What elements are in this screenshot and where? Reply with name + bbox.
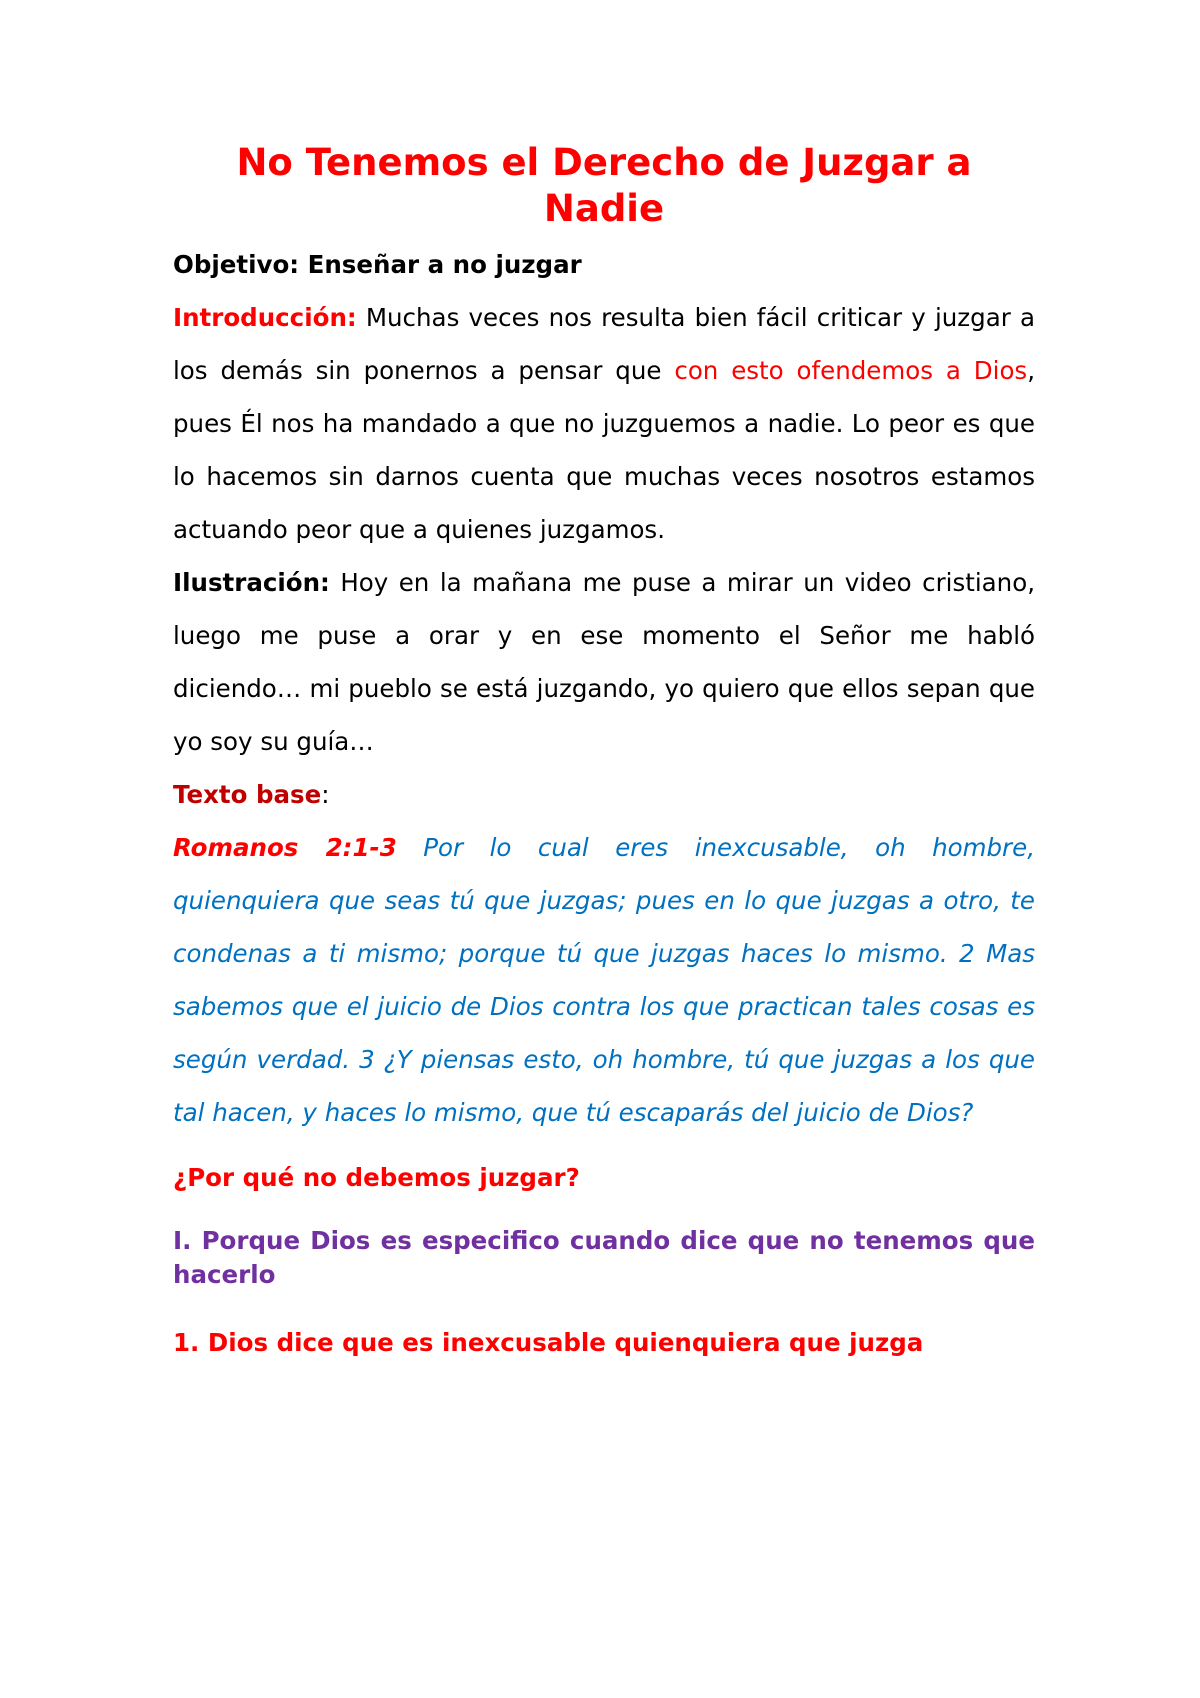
illustration-paragraph [173, 556, 1035, 768]
base-text-label: Texto base [173, 780, 322, 809]
objective-line: Objetivo: Enseñar a no juzgar [173, 250, 582, 279]
section-question: ¿Por qué no debemos juzgar? [173, 1163, 580, 1192]
scripture-quote [173, 821, 1035, 1139]
introduction-text-after: , pues Él nos ha mandado a que no juzguemos a nadie. Lo peor es que lo hacemos sin darnos cuenta que muchas veces nosotros estamos actuando peor que a quienes juzgamos. [173, 356, 1035, 544]
point-heading-1: I. Porque Dios es especifico cuando dice que no tenemos que hacerlo [173, 1226, 1035, 1289]
subpoint-heading-1: 1. Dios dice que es inexcusable quienquiera que juzga [173, 1328, 924, 1357]
document-page [173, 140, 1035, 1369]
illustration-text: Hoy en la mañana me puse a mirar un video cristiano, luego me puse a orar y en ese momento el Señor me habló diciendo… mi pueblo se está juzgando, yo quiero que ellos sepan que yo soy su guía… [173, 568, 1035, 756]
illustration-label: Ilustración: [173, 568, 330, 597]
scripture-reference: Romanos 2:1-3 [173, 833, 397, 862]
introduction-paragraph [173, 291, 1035, 556]
base-text-colon: : [321, 780, 330, 809]
document-title: No Tenemos el Derecho de Juzgar a Nadie [236, 141, 972, 230]
base-text-heading [173, 768, 1035, 821]
scripture-text: Por lo cual eres inexcusable, oh hombre, quienquiera que seas tú que juzgas; pues en lo que juzgas a otro, te condenas a ti mismo; porque tú que juzgas haces lo mismo. 2 Mas sabemos que el juicio de Dios contra los que practican tales cosas es según verdad. 3 ¿Y piensas esto, oh hombre, tú que juzgas a los que tal hacen, y haces lo mismo, que tú escaparás del juicio de Dios? [173, 833, 1035, 1127]
introduction-highlight: con esto ofendemos a Dios [674, 356, 1028, 385]
introduction-text-before: Muchas veces nos resulta bien fácil criticar y juzgar a los demás sin ponernos a pensar que [173, 303, 1035, 385]
introduction-label: Introducción: [173, 303, 357, 332]
